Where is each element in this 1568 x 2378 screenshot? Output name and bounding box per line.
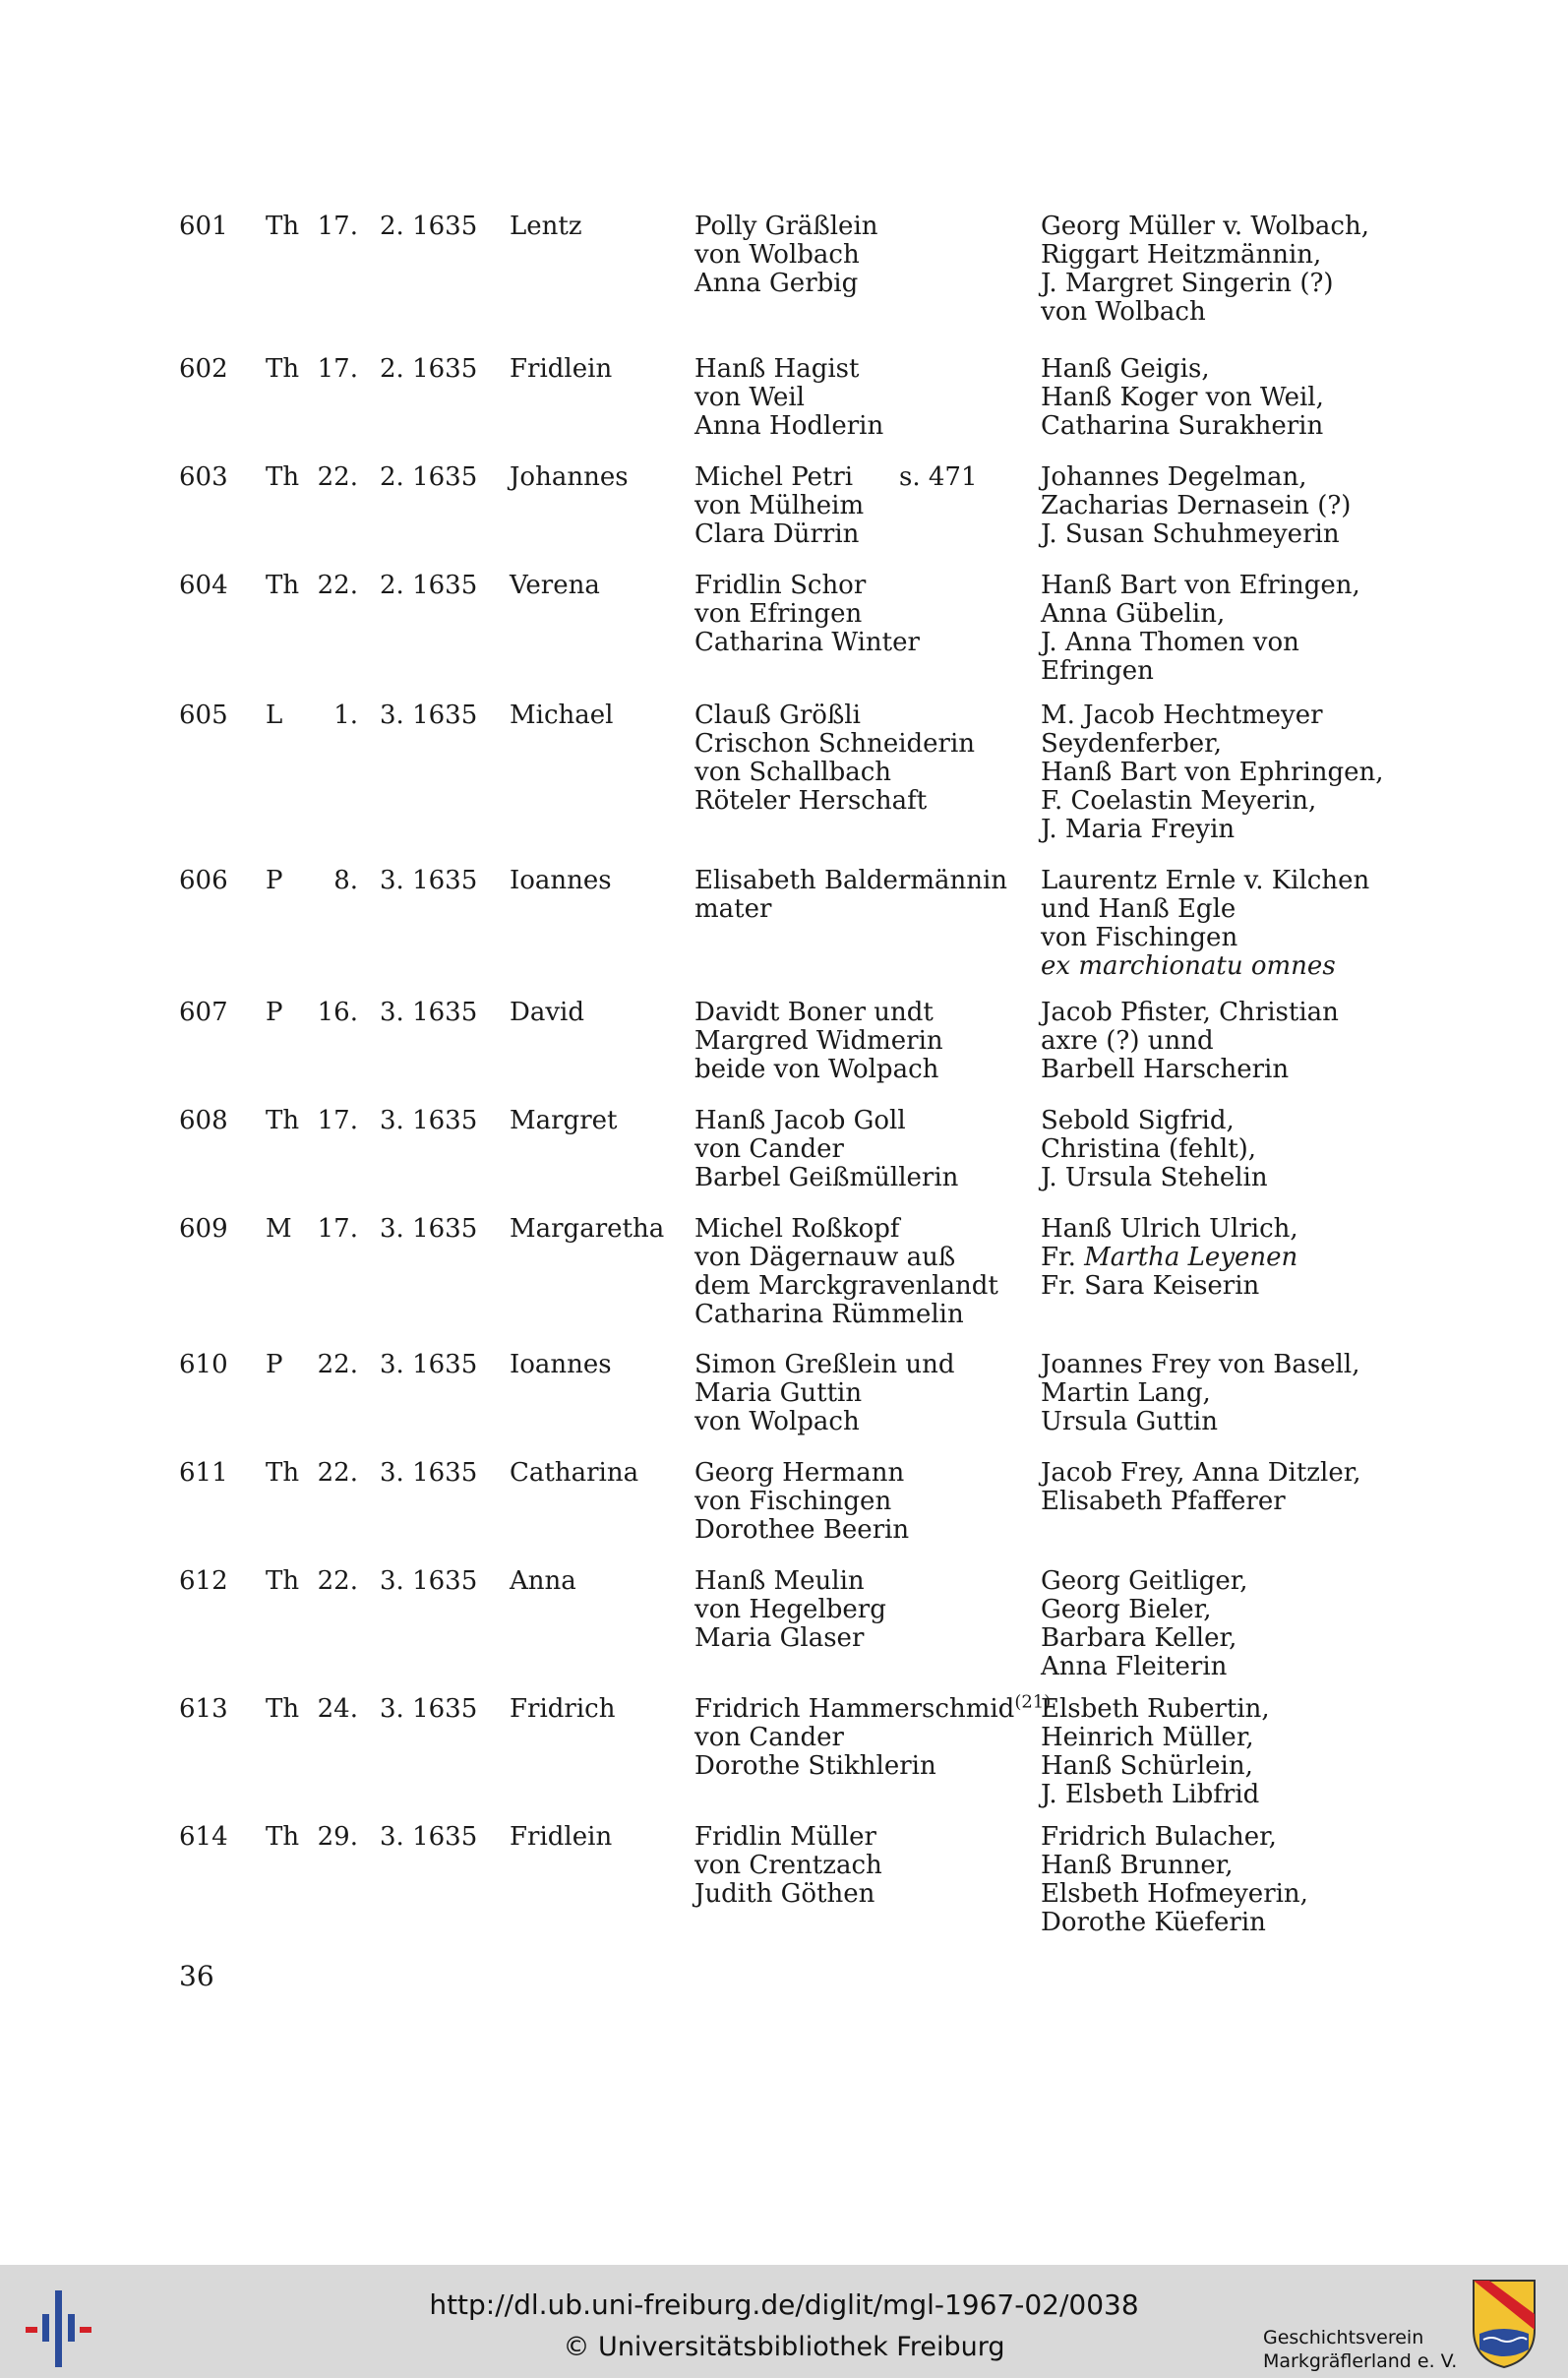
godparent-line: Catharina Surakherin	[1041, 411, 1324, 441]
entry-date: 3. 1635	[380, 1214, 478, 1244]
godparent-line: Christina (fehlt),	[1041, 1134, 1257, 1164]
parent-line	[694, 1852, 882, 1880]
parents-column	[694, 1691, 1052, 1781]
parent-line	[694, 1459, 909, 1488]
godparents-column	[1041, 1695, 1270, 1809]
parents-column	[694, 1107, 958, 1192]
italic-name: Martha Leyenen	[1084, 1243, 1298, 1272]
godparents-column	[1041, 1823, 1308, 1937]
godparent-line: J. Susan Schuhmeyerin	[1041, 519, 1340, 549]
parents-column	[694, 1459, 909, 1545]
parent-line-text: von Dägernauw auß	[694, 1243, 956, 1272]
entry-type: Th	[266, 462, 300, 492]
entry-day: 16.	[317, 998, 358, 1027]
parents-column	[694, 463, 864, 549]
parent-line	[694, 999, 943, 1027]
parent-line-text: von Mülheim	[694, 491, 865, 520]
parents-column	[694, 999, 943, 1084]
parent-line-text: Clauß Größli	[694, 701, 861, 730]
entry-type: Th	[266, 571, 300, 600]
entry-date: 3. 1635	[380, 1458, 478, 1488]
entry-type: Th	[266, 1106, 300, 1135]
entry-date: 2. 1635	[380, 212, 478, 241]
entry-type: M	[266, 1214, 292, 1244]
parent-line	[694, 1823, 882, 1852]
entry-number: 613	[179, 1694, 228, 1724]
godparent-line: Barbara Keller,	[1041, 1623, 1237, 1653]
entry-day: 17.	[317, 1214, 358, 1244]
godparent-line: J. Ursula Stehelin	[1041, 1163, 1268, 1192]
parent-line-text: Hanß Jacob Goll	[694, 1106, 906, 1135]
page-number: 36	[179, 1960, 214, 1992]
parent-line	[694, 1691, 1052, 1724]
godparents-column	[1041, 355, 1324, 441]
footer-bar	[0, 2265, 1568, 2378]
parent-line	[694, 1516, 909, 1545]
godparent-line: Georg Geitliger,	[1041, 1566, 1248, 1596]
entry-day: 22.	[317, 1566, 358, 1596]
child-name: Fridrich	[510, 1694, 616, 1724]
godparent-line: Georg Müller v. Wolbach,	[1041, 212, 1370, 241]
entry-number: 614	[179, 1822, 228, 1852]
parent-line	[694, 730, 975, 759]
parent-line-text: von Fischingen	[694, 1487, 892, 1516]
parent-line-text: Clara Dürrin	[694, 519, 860, 549]
parent-line	[694, 787, 975, 816]
parent-line-text: von Crentzach	[694, 1851, 882, 1880]
godparent-line: Ursula Guttin	[1041, 1407, 1218, 1436]
parent-line	[694, 1272, 998, 1301]
entry-date: 3. 1635	[380, 998, 478, 1027]
child-name: Lentz	[510, 212, 582, 241]
parents-column	[694, 867, 1007, 924]
society-name	[1263, 2326, 1457, 2373]
godparent-line: Laurentz Ernle v. Kilchen	[1041, 866, 1370, 895]
entry-date: 2. 1635	[380, 354, 478, 384]
godparent-line: Hanß Koger von Weil,	[1041, 383, 1324, 412]
entry-date: 3. 1635	[380, 701, 478, 730]
godparent-line: Hanß Geigis,	[1041, 354, 1210, 384]
footer-copyright: © Universitätsbibliothek Freiburg	[563, 2332, 1005, 2362]
parent-line	[694, 1135, 958, 1164]
godparent-line: Dorothe Küeferin	[1041, 1908, 1266, 1937]
parent-line-text: von Schallbach	[694, 758, 892, 787]
parent-line	[694, 1056, 943, 1084]
child-name: Fridlein	[510, 354, 613, 384]
parent-line-text: Anna Gerbig	[694, 269, 859, 298]
footnote-reference: (21)	[1014, 1691, 1052, 1713]
entry-day: 29.	[317, 1822, 358, 1852]
parent-line	[694, 1244, 998, 1272]
parent-line-text: von Cander	[694, 1134, 844, 1164]
parent-line-text: Georg Hermann	[694, 1458, 905, 1488]
child-name: Michael	[510, 701, 614, 730]
parent-line	[694, 867, 1007, 895]
parent-line	[694, 1107, 958, 1135]
parents-column	[694, 1567, 886, 1653]
parent-line-text: Judith Göthen	[694, 1879, 875, 1909]
entry-date: 3. 1635	[380, 1106, 478, 1135]
entry-day: 17.	[317, 1106, 358, 1135]
child-name: Ioannes	[510, 866, 612, 895]
parents-column	[694, 213, 878, 298]
parent-line	[694, 270, 878, 298]
child-name: Fridlein	[510, 1822, 613, 1852]
entry-date: 3. 1635	[380, 1350, 478, 1379]
child-name: Catharina	[510, 1458, 639, 1488]
parent-line-text: von Weil	[694, 383, 805, 412]
entry-number: 606	[179, 866, 228, 895]
parents-column	[694, 1351, 955, 1436]
parent-line-text: Maria Guttin	[694, 1378, 863, 1408]
entry-number: 607	[179, 998, 228, 1027]
parent-line	[694, 1596, 886, 1624]
parent-line	[694, 1164, 958, 1192]
parents-column	[694, 355, 883, 441]
godparent-line: Hanß Brunner,	[1041, 1851, 1234, 1880]
godparents-column	[1041, 1215, 1298, 1301]
entry-number: 601	[179, 212, 228, 241]
parent-line-text: Barbel Geißmüllerin	[694, 1163, 959, 1192]
parent-line-text: beide von Wolpach	[694, 1055, 939, 1084]
society-name-line1: Geschichtsverein	[1263, 2327, 1424, 2348]
parent-line	[694, 1488, 909, 1516]
child-name: Ioannes	[510, 1350, 612, 1379]
entry-type: Th	[266, 212, 300, 241]
godparent-line: Johannes Degelman,	[1041, 462, 1307, 492]
entry-day: 22.	[317, 1350, 358, 1379]
entry-number: 609	[179, 1214, 228, 1244]
godparents-column	[1041, 1107, 1268, 1192]
parents-column	[694, 1823, 882, 1909]
parent-line-text: Elisabeth Baldermännin	[694, 866, 1008, 895]
entry-type: P	[266, 998, 283, 1027]
entry-date: 3. 1635	[380, 1822, 478, 1852]
godparent-line: F. Coelastin Meyerin,	[1041, 786, 1317, 816]
parent-line-text: von Cander	[694, 1723, 844, 1752]
parent-line	[694, 463, 864, 492]
entry-date: 2. 1635	[380, 462, 478, 492]
entry-number: 611	[179, 1458, 228, 1488]
parent-line	[694, 895, 1007, 924]
godparent-line: Joannes Frey von Basell,	[1041, 1350, 1360, 1379]
entry-day: 22.	[317, 1458, 358, 1488]
godparents-column	[1041, 867, 1369, 981]
child-name: Margaretha	[510, 1214, 665, 1244]
entry-type: Th	[266, 1566, 300, 1596]
parent-line-text: Michel Petri	[694, 462, 854, 492]
godparents-column	[1041, 1459, 1361, 1516]
godparents-column	[1041, 463, 1351, 549]
parent-line-text: von Efringen	[694, 599, 863, 629]
entry-type: P	[266, 866, 283, 895]
godparent-line: Heinrich Müller,	[1041, 1723, 1254, 1752]
parent-line-text: Hanß Hagist	[694, 354, 860, 384]
parent-line	[694, 1880, 882, 1909]
godparent-line: Jacob Pfister, Christian	[1041, 998, 1339, 1027]
parent-line-text: Dorothee Beerin	[694, 1515, 910, 1545]
godparents-column	[1041, 213, 1369, 327]
godparent-line: J. Elsbeth Libfrid	[1041, 1780, 1260, 1809]
godparent-line: Hanß Bart von Efringen,	[1041, 571, 1360, 600]
entry-date: 3. 1635	[380, 1694, 478, 1724]
godparent-line: J. Maria Freyin	[1041, 815, 1236, 844]
entry-day: 8.	[333, 866, 358, 895]
godparent-line: Sebold Sigfrid,	[1041, 1106, 1235, 1135]
parent-line-text: Fridlin Müller	[694, 1822, 876, 1852]
parents-column	[694, 572, 920, 657]
entry-date: 3. 1635	[380, 866, 478, 895]
godparent-line: Elisabeth Pfafferer	[1041, 1487, 1286, 1516]
entry-day: 1.	[333, 701, 358, 730]
godparent-line: Fr. Sara Keiserin	[1041, 1271, 1260, 1301]
parent-line	[694, 241, 878, 270]
godparent-line: Elsbeth Hofmeyerin,	[1041, 1879, 1308, 1909]
godparent-line: Hanß Schürlein,	[1041, 1751, 1253, 1781]
parent-line	[694, 1624, 886, 1653]
godparent-line: und Hanß Egle	[1041, 894, 1236, 924]
parent-line	[694, 1408, 955, 1436]
entry-number: 603	[179, 462, 228, 492]
parent-line-text: Hanß Meulin	[694, 1566, 865, 1596]
godparent-line: J. Anna Thomen von	[1041, 628, 1299, 657]
child-name: Johannes	[510, 462, 629, 492]
parent-line-text: Catharina Winter	[694, 628, 920, 657]
cross-reference: s. 471	[899, 462, 978, 492]
entry-type: Th	[266, 1694, 300, 1724]
parent-line	[694, 412, 883, 441]
godparents-column	[1041, 1351, 1359, 1436]
godparent-line: von Wolbach	[1041, 297, 1206, 327]
parent-line-text: Catharina Rümmelin	[694, 1300, 964, 1329]
godparent-line: Hanß Ulrich Ulrich,	[1041, 1214, 1298, 1244]
godparents-column	[1041, 701, 1384, 844]
parent-line-text: Maria Glaser	[694, 1623, 865, 1653]
parent-line-text: Davidt Boner undt	[694, 998, 934, 1027]
child-name: David	[510, 998, 584, 1027]
parent-line-text: dem Marckgravenlandt	[694, 1271, 998, 1301]
godparent-line: ex marchionatu omnes	[1041, 951, 1336, 981]
parent-line-text: Anna Hodlerin	[694, 411, 884, 441]
child-name: Verena	[510, 571, 600, 600]
parent-line	[694, 701, 975, 730]
parent-line-text: Simon Greßlein und	[694, 1350, 955, 1379]
entry-type: P	[266, 1350, 283, 1379]
parent-line-text: von Hegelberg	[694, 1595, 886, 1624]
entry-date: 2. 1635	[380, 571, 478, 600]
parent-line	[694, 1379, 955, 1408]
godparent-line: Fridrich Bulacher,	[1041, 1822, 1277, 1852]
godparent-line: Elsbeth Rubertin,	[1041, 1694, 1270, 1724]
godparent-line: von Fischingen	[1041, 923, 1238, 952]
parent-line	[694, 1752, 1051, 1781]
entry-number: 610	[179, 1350, 228, 1379]
godparent-line: Anna Gübelin,	[1041, 599, 1226, 629]
godparent-line: Hanß Bart von Ephringen,	[1041, 758, 1384, 787]
godparent-line: Martin Lang,	[1041, 1378, 1211, 1408]
godparent-line: axre (?) unnd	[1041, 1026, 1214, 1056]
entry-number: 604	[179, 571, 228, 600]
entry-date: 3. 1635	[380, 1566, 478, 1596]
godparent-line: Fr. Martha Leyenen	[1041, 1243, 1298, 1272]
parent-line	[694, 1351, 955, 1379]
entry-type: Th	[266, 1822, 300, 1852]
society-name-line2: Markgräflerland e. V.	[1263, 2350, 1458, 2372]
parent-line-text: Fridrich Hammerschmid	[694, 1694, 1015, 1724]
godparents-column	[1041, 1567, 1248, 1681]
entry-number: 612	[179, 1566, 228, 1596]
godparent-line: M. Jacob Hechtmeyer	[1041, 701, 1323, 730]
godparent-line: Efringen	[1041, 656, 1154, 686]
parent-line-text: Dorothe Stikhlerin	[694, 1751, 936, 1781]
entry-day: 17.	[317, 212, 358, 241]
parent-line	[694, 492, 864, 520]
godparent-line: Zacharias Dernasein (?)	[1041, 491, 1352, 520]
parent-line-text: Margred Widmerin	[694, 1026, 943, 1056]
parent-line	[694, 1567, 886, 1596]
parent-line-text: mater	[694, 894, 772, 924]
parents-column	[694, 701, 975, 816]
entry-number: 605	[179, 701, 228, 730]
godparents-column	[1041, 999, 1339, 1084]
godparent-line: Seydenferber,	[1041, 729, 1222, 759]
child-name: Margret	[510, 1106, 618, 1135]
godparent-line: Jacob Frey, Anna Ditzler,	[1041, 1458, 1361, 1488]
child-name: Anna	[510, 1566, 576, 1596]
parent-line-text: von Wolpach	[694, 1407, 860, 1436]
parent-line	[694, 1724, 1051, 1752]
parent-line-text: Polly Gräßlein	[694, 212, 878, 241]
parent-line	[694, 1301, 998, 1329]
parents-column	[694, 1215, 998, 1329]
entry-number: 602	[179, 354, 228, 384]
parent-line	[694, 629, 920, 657]
godparent-line: Georg Bieler,	[1041, 1595, 1212, 1624]
godparent-line: Barbell Harscherin	[1041, 1055, 1290, 1084]
parent-line	[694, 520, 864, 549]
footer-url-link[interactable]: http://dl.ub.uni-freiburg.de/diglit/mgl-1967-02/0038	[429, 2288, 1139, 2321]
entry-day: 22.	[317, 462, 358, 492]
parent-line	[694, 384, 883, 412]
parent-line	[694, 355, 883, 384]
parent-line	[694, 213, 878, 241]
parent-line	[694, 572, 920, 600]
entry-day: 22.	[317, 571, 358, 600]
parent-line-text: von Wolbach	[694, 240, 860, 270]
parent-line-text: Crischon Schneiderin	[694, 729, 976, 759]
entry-type: L	[266, 701, 283, 730]
godparent-line: Anna Fleiterin	[1041, 1652, 1228, 1681]
markgraeflerland-crest-icon	[1470, 2275, 1538, 2369]
entry-type: Th	[266, 1458, 300, 1488]
parent-line	[694, 600, 920, 629]
entry-day: 24.	[317, 1694, 358, 1724]
godparent-line: J. Margret Singerin (?)	[1041, 269, 1334, 298]
parent-line	[694, 1215, 998, 1244]
parent-line	[694, 1027, 943, 1056]
entry-day: 17.	[317, 354, 358, 384]
entry-type: Th	[266, 354, 300, 384]
parent-line	[694, 759, 975, 787]
godparents-column	[1041, 572, 1360, 686]
parent-line-text: Michel Roßkopf	[694, 1214, 900, 1244]
parent-line-text: Fridlin Schor	[694, 571, 867, 600]
parent-line-text: Röteler Herschaft	[694, 786, 928, 816]
godparent-line: Riggart Heitzmännin,	[1041, 240, 1322, 270]
entry-number: 608	[179, 1106, 228, 1135]
